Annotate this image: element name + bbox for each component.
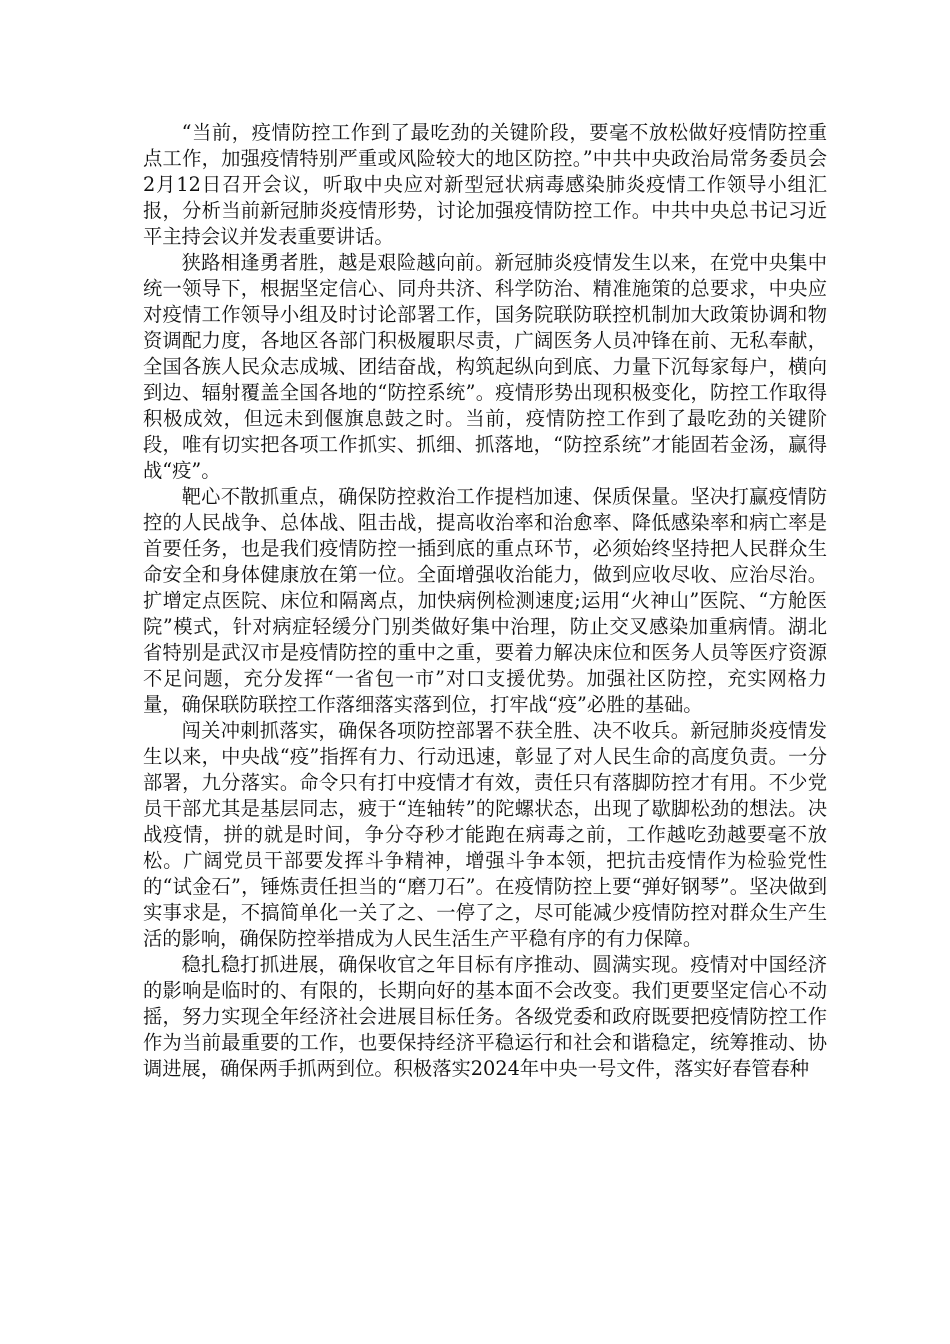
paragraph-narrow-road: 狭路相逢勇者胜，越是艰险越向前。新冠肺炎疫情发生以来，在党中央集中统一领导下，根据坚定信心、同舟共济、科学防治、精准施策的总要求，中央应对疫情工作领导小组及时讨论部署工作，国务院联防联控机制加大政策协调和物资调配力度，各地区各部门积极履职尽责，广阔医务人员冲锋在前、无私奉献，全国各族人民众志成城、团结奋战，构筑起纵向到底、力量下沉每家每户，横向到边、辐射覆盖全国各地的“防控系统”。疫情形势出现积极变化，防控工作取得积极成效，但远未到偃旗息鼓之时。当前，疫情防控工作到了最吃劲的关键阶段，唯有切实把各项工作抓实、抓细、抓落地，“防控系统”才能固若金汤，赢得战“疫”。 [143, 251, 827, 482]
paragraph-implementation: 闯关冲刺抓落实，确保各项防控部署不获全胜、决不收兵。新冠肺炎疫情发生以来，中央战“疫”指挥有力、行动迅速，彰显了对人民生命的高度负责。一分部署，九分落实。命令只有打中疫情才有效，责任只有落脚防控才有用。不少党员干部尤其是基层同志，疲于“连轴转”的陀螺状态，出现了歇脚松劲的想法。决战疫情，拼的就是时间，争分夺秒才能跑在病毒之前，工作越吃劲越要毫不放松。广阔党员干部要发挥斗争精神，增强斗争本领，把抗击疫情作为检验党性的“试金石”，锤炼责任担当的“磨刀石”。在疫情防控上要“弹好钢琴”。坚决做到实事求是，不搞简单化一关了之、一停了之，尽可能减少疫情防控对群众生产生活的影响，确保防控举措成为人民生活生产平稳有序的有力保障。 [143, 719, 827, 950]
article-body [143, 120, 827, 1082]
paragraph-focus-key-points: 靶心不散抓重点，确保防控救治工作提档加速、保质保量。坚决打赢疫情防控的人民战争、总体战、阻击战，提高收治率和治愈率、降低感染率和病亡率是首要任务，也是我们疫情防控一插到底的重点环节，必须始终坚持把人民群众生命安全和身体健康放在第一位。全面增强收治能力，做到应收尽收、应治尽治。扩增定点医院、床位和隔离点，加快病例检测速度;运用“火神山”医院、“方舱医院”模式，针对病症轻缓分门别类做好集中治理，防止交叉感染加重病情。湖北省特别是武汉市是疫情防控的重中之重，要着力解决床位和医务人员等医疗资源不足问题，充分发挥“一省包一市”对口支援优势。加强社区防控，充实网格力量，确保联防联控工作落细落实落到位，打牢战“疫”必胜的基础。 [143, 485, 827, 716]
paragraph-intro: “当前，疫情防控工作到了最吃劲的关键阶段，要毫不放松做好疫情防控重点工作，加强疫情特别严重或风险较大的地区防控。”中共中央政治局常务委员会2月12日召开会议，听取中央应对新型冠状病毒感染肺炎疫情工作领导小组汇报，分析当前新冠肺炎疫情形势，讨论加强疫情防控工作。中共中央总书记习近平主持会议并发表重要讲话。 [143, 121, 827, 248]
paragraph-steady-progress: 稳扎稳打抓进展，确保收官之年目标有序推动、圆满实现。疫情对中国经济的影响是临时的、有限的，长期向好的基本面不会改变。我们更要坚定信心不动摇，努力实现全年经济社会进展目标任务。各级党委和政府既要把疫情防控工作作为当前最重要的工作，也要保持经济平稳运行和社会和谐稳定，统筹推动、协调进展，确保两手抓两到位。积极落实2024年中央一号文件，落实好春管春种 [143, 953, 827, 1080]
